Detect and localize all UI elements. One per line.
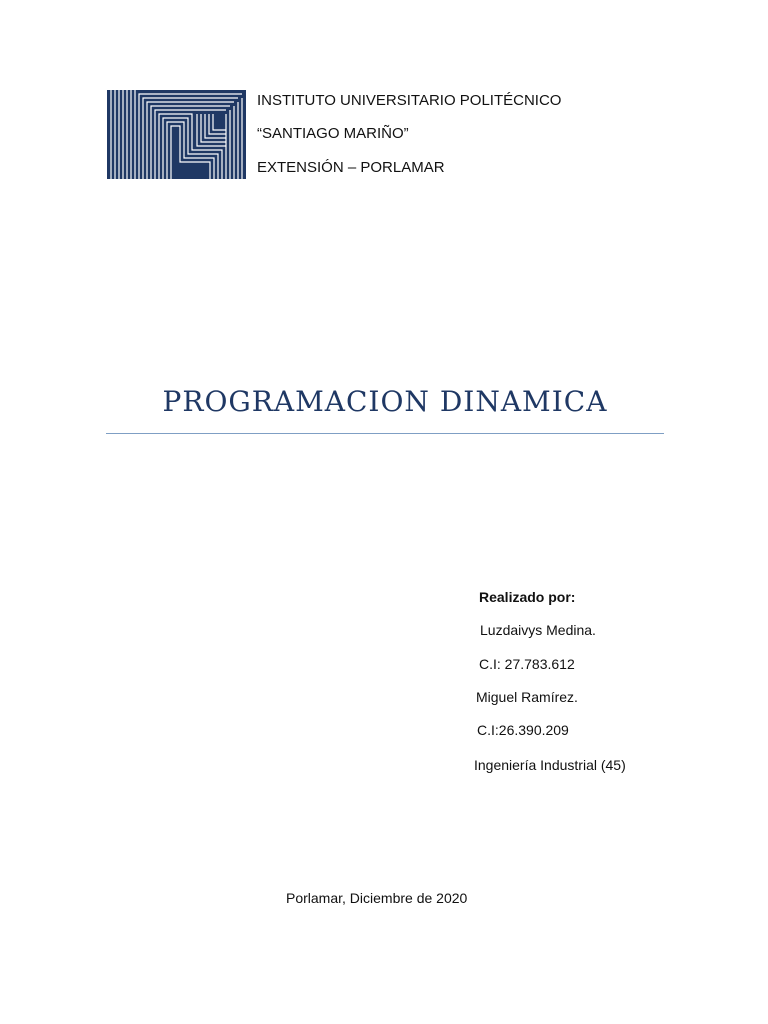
- institution-extension: EXTENSIÓN – PORLAMAR: [257, 159, 445, 176]
- institute-logo-icon: [107, 90, 246, 179]
- author-id: C.I:26.390.209: [477, 722, 569, 738]
- place-date: Porlamar, Diciembre de 2020: [286, 890, 468, 906]
- author-name: Luzdaivys Medina.: [480, 622, 596, 638]
- career-label: Ingeniería Industrial (45): [474, 757, 626, 773]
- author-name: Miguel Ramírez.: [476, 689, 578, 705]
- authors-label: Realizado por:: [479, 589, 576, 605]
- author-id: C.I: 27.783.612: [479, 656, 575, 672]
- institution-name: INSTITUTO UNIVERSITARIO POLITÉCNICO: [257, 92, 562, 109]
- title-divider: [106, 433, 664, 434]
- document-title: PROGRAMACION DINAMICA: [162, 385, 608, 418]
- institution-subtitle: “SANTIAGO MARIÑO”: [257, 125, 409, 142]
